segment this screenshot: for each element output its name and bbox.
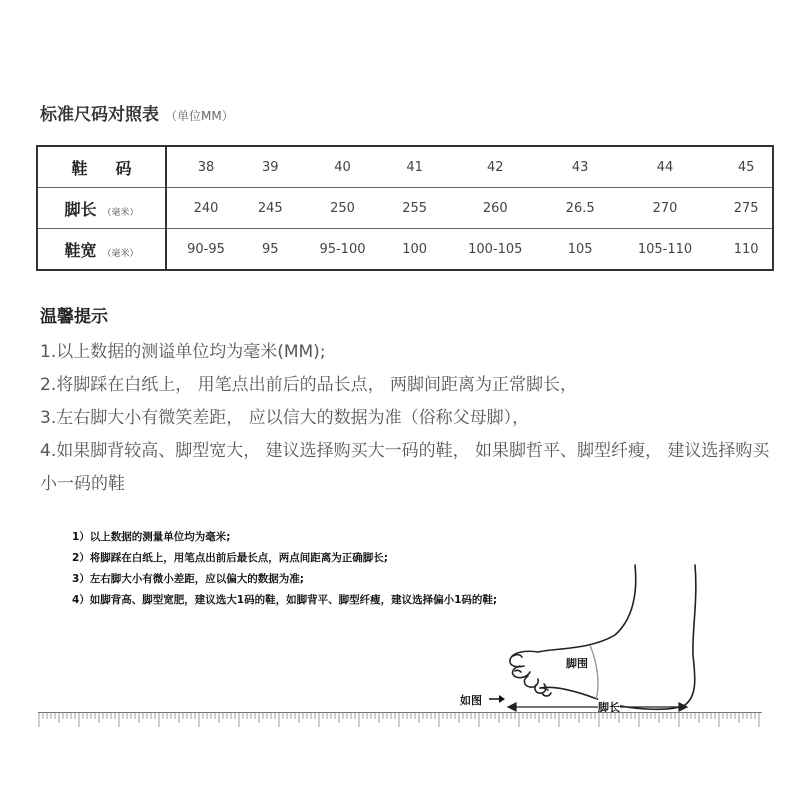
note-line: 4）如脚背高、脚型宽肥，建议选大1码的鞋，如脚背平、脚型纤瘦，建议选择偏小1码的鞋; [72,594,498,606]
table-cell: 38 [166,146,245,188]
table-row-shoe-size [37,146,773,188]
table-cell: 240 [166,188,245,229]
table-cell: 270 [610,188,721,229]
row-label-shoe-width: 鞋宽 （毫米） [37,229,166,271]
table-cell: 45 [720,146,773,188]
table-cell: 39 [245,146,296,188]
girth-label: 脚围 [566,657,588,670]
table-cell: 110 [733,241,759,257]
table-cell: 44 [610,146,721,188]
table-cell: 100-105 [468,241,523,257]
page-title [40,100,234,125]
tip-line: 1.以上数据的测谥单位均为毫米(MM); [40,342,326,362]
row-label-shoe-size: 鞋码 [37,146,166,188]
tips-list [40,336,775,501]
table-cell: 42 [440,146,551,188]
table-cell: 26.5 [551,188,610,229]
table-cell: 43 [551,146,610,188]
table-cell: 100 [402,241,428,257]
table-cell: 255 [389,188,440,229]
title-text: 标准尺码对照表 [40,105,159,125]
title-unit: （单位MM） [165,109,234,123]
tip-line: 3.左右脚大小有微笑差距， 应以信大的数据为准（俗称父母脚）， [40,408,530,428]
note-line: 3）左右脚大小有微小差距，应以偏大的数据为准; [72,573,305,585]
table-cell: 41 [389,146,440,188]
table-cell: 95 [262,241,279,257]
table-cell: 275 [720,188,773,229]
row-label-foot-length: 脚长 （毫米） [37,188,166,229]
tip-line: 4.如果脚背较高、脚型宽大， 建议选择购买大一码的鞋， 如果脚哲平、脚型纤瘦， 建议选择购买小一码的鞋 [40,441,770,494]
note-line: 2）将脚踩在白纸上，用笔点出前后最长点，两点间距离为正确脚长; [72,552,389,564]
table-cell: 260 [440,188,551,229]
tip-line: 2.将脚踩在白纸上， 用笔点出前后的品长点， 两脚间距离为正常脚长， [40,375,578,395]
length-label: 脚长 [598,701,620,714]
table-cell: 105 [567,241,593,257]
table-cell: 90-95 [187,241,225,257]
measurement-notes [72,527,497,611]
note-line: 1）以上数据的测量单位均为毫米; [72,531,231,543]
table-cell: 250 [296,188,390,229]
table-row-foot-length [37,188,773,229]
tips-heading: 温馨提示 [40,307,108,327]
table-cell: 40 [296,146,390,188]
table-row-shoe-width [37,229,773,271]
foot-outline-icon [440,560,740,720]
figure-label: 如图 [460,694,482,707]
table-cell: 105-110 [637,241,693,257]
table-cell: 95-100 [319,241,366,257]
ruler-graphic [38,712,762,728]
table-cell: 245 [245,188,296,229]
arrow-right-icon [488,692,506,706]
size-chart-table [36,145,774,271]
